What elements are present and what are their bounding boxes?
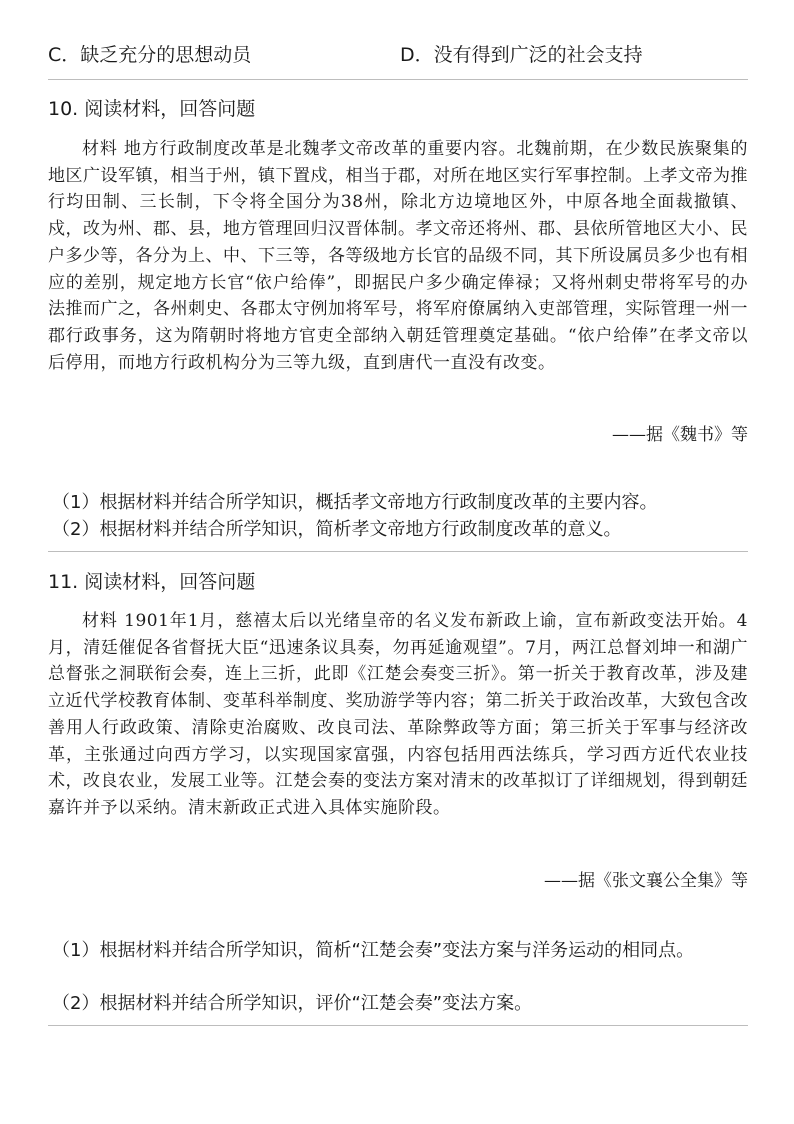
question-11-sub-2: （2）根据材料并结合所学知识，评价“江楚会奏”变法方案。 [52, 993, 533, 1014]
divider [48, 551, 748, 552]
question-11-sub-1: （1）根据材料并结合所学知识，简析“江楚会奏”变法方案与洋务运动的相同点。 [52, 940, 695, 961]
question-11-title: 11. 阅读材料，回答问题 [48, 571, 256, 593]
question-10-material: 材料 地方行政制度改革是北魏孝文帝改革的重要内容。北魏前期，在少数民族聚集的地区广设军镇，相当于州，镇下置戍，相当于郡，对所在地区实行军事控制。上孝文帝为推行均田制、三长制，下令将全国分为38州，除北方边境地区外，中原各地全面裁撤镇、戍，改为州、郡、县，地方管理回归汉晋体制。孝文帝还将州、郡、县依所管地区大小、民户多少等，各分为上、中、下三等，各等级地方长官的品级不同，其下所设属员多少也有相应的差别，规定地方长官“依户给俸”，即据民户多少确定俸禄；又将州刺史带将军号的办法推而广之，各州刺史、各郡太守例加将军号，将军府僚属纳入吏部管理，实际管理一州一郡行政事务，这为隋朝时将地方官吏全部纳入朝廷管理奠定基础。“依户给俸”在孝文帝以后停用，而地方行政机构分为三等九级，直到唐代一直没有改变。 [48, 139, 748, 373]
question-10-sub-1: （1）根据材料并结合所学知识，概括孝文帝地方行政制度改革的主要内容。 [52, 492, 658, 513]
divider [48, 1025, 748, 1026]
option-d: D．没有得到广泛的社会支持 [400, 44, 643, 66]
answer-options [48, 40, 748, 70]
question-10-title: 10. 阅读材料，回答问题 [48, 98, 256, 120]
question-10-sub-2: （2）根据材料并结合所学知识，简析孝文帝地方行政制度改革的意义。 [52, 519, 622, 540]
question-11-material: 材料 1901年1月，慈禧太后以光绪皇帝的名义发布新政上谕，宣布新政变法开始。4月，清廷催促各省督抚大臣“迅速条议具奏，勿再延逾观望”。7月，两江总督刘坤一和湖广总督张之洞联衔会奏，连上三折，此即《江楚会奏变三折》。第一折关于教育改革，涉及建立近代学校教育体制、变革科举制度、奖劢游学等内容；第二折关于政治改革，大致包含改善用人行政政策、清除吏治腐败、改良司法、革除弊政等方面；第三折关于军事与经济改革，主张通过向西方学习，以实现国家富强，内容包括用西法练兵，学习西方近代农业技术，改良农业，发展工业等。江楚会奏的变法方案对清末的改革拟订了详细规划，得到朝廷嘉许并予以采纳。清末新政正式进入具体实施阶段。 [48, 611, 748, 818]
question-10-source: ——据《魏书》等 [612, 425, 748, 445]
question-11-source: ——据《张文襄公全集》等 [544, 871, 748, 891]
option-c: C．缺乏充分的思想动员 [48, 44, 252, 66]
divider [48, 79, 748, 80]
